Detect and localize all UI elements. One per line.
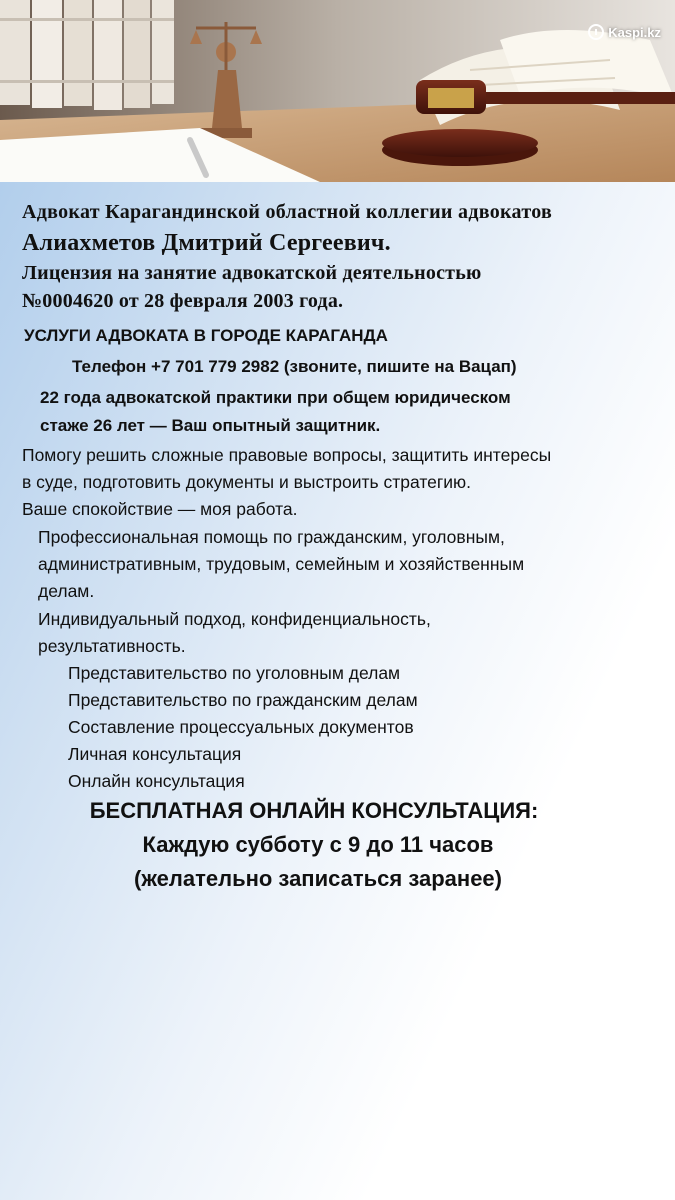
service-item: Личная консультация — [68, 744, 242, 764]
paragraph-line: делам. — [38, 581, 95, 601]
header-photo — [0, 0, 675, 182]
lawyer-affiliation: Адвокат Карагандинской областной коллегии адвокатов — [22, 201, 553, 223]
free-consult-note: (желательно записаться заранее) — [134, 866, 502, 891]
kaspi-watermark — [588, 24, 661, 40]
service-item: Составление процессуальных документов — [68, 717, 414, 737]
free-consult-schedule: Каждую субботу с 9 до 11 часов — [142, 832, 494, 857]
service-item: Онлайн консультация — [68, 771, 245, 791]
paragraph-line: административным, трудовым, семейным и хозяйственным — [38, 554, 525, 574]
kaspi-watermark-text: Kaspi.kz — [608, 24, 661, 40]
experience-line-1: 22 года адвокатской практики при общем юридическом — [40, 388, 511, 407]
service-item: Представительство по гражданским делам — [68, 690, 418, 710]
paragraph-line: в суде, подготовить документы и выстроить стратегию. — [22, 472, 472, 492]
paragraph-line: Профессиональная помощь по гражданским, уголовным, — [38, 527, 505, 547]
paragraph-line: результативность. — [38, 636, 186, 656]
phone-line: Телефон +7 701 779 2982 (звоните, пишите на Вацап) — [72, 357, 517, 376]
paragraph-line: Помогу решить сложные правовые вопросы, защитить интересы — [22, 445, 552, 465]
free-consult-title: БЕСПЛАТНАЯ ОНЛАЙН КОНСУЛЬТАЦИЯ: — [89, 798, 539, 823]
service-item: Представительство по уголовным делам — [68, 663, 401, 683]
license-number: №0004620 от 28 февраля 2003 года. — [22, 290, 344, 312]
license-line: Лицензия на занятие адвокатской деятельностью — [22, 262, 482, 284]
paragraph-line: Ваше спокойствие — моя работа. — [22, 499, 298, 519]
experience-line-2: стаже 26 лет — Ваш опытный защитник. — [40, 416, 381, 435]
kaspi-logo-icon — [588, 24, 604, 40]
courtroom-illustration — [0, 0, 675, 182]
lawyer-name: Алиахметов Дмитрий Сергеевич. — [22, 230, 391, 256]
books-icon — [0, 0, 174, 110]
paragraph-line: Индивидуальный подход, конфиденциальность, — [38, 609, 431, 629]
services-title: УСЛУГИ АДВОКАТА В ГОРОДЕ КАРАГАНДА — [24, 326, 388, 345]
